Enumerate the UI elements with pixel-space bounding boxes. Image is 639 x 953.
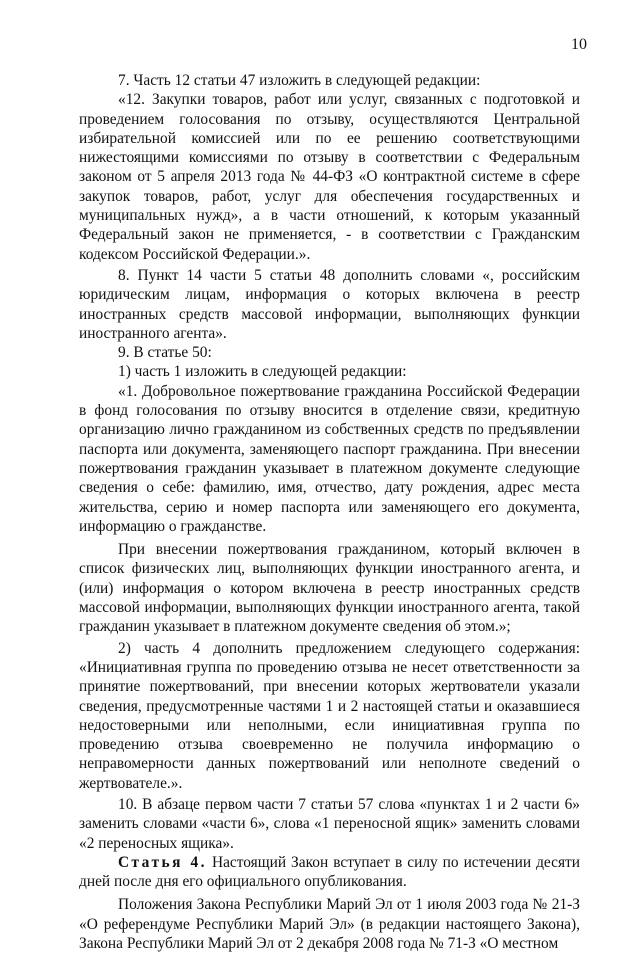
paragraph-item-8: 8. Пункт 14 части 5 статьи 48 дополнить словами «, российским юридическим лицам, информация о которых включена в реестр иностранных средств массовой информации, выполняющих функции иностранного агента».	[79, 266, 580, 342]
document-body	[79, 71, 580, 953]
article-4-label: Статья 4.	[118, 853, 207, 871]
paragraph-item-10: 10. В абзаце первом части 7 статьи 57 слова «пунктах 1 и 2 части 6» заменить словами «части 6», слова «1 переносной ящик» заменить словами «2 переносных ящика».	[79, 795, 580, 852]
page-number: 10	[571, 36, 587, 53]
paragraph-subitem-2: 2) часть 4 дополнить предложением следующего содержания: «Инициативная группа по проведению отзыва не несет ответственности за принятие пожертвований, при внесении которых жертвователи указали сведения, предусмотренные частями 1 и 2 настоящей статьи и оказавшиеся недостоверными или неполными, если инициативная группа по проведению отзыва своевременно не получила информацию о неправомерности данных пожертвований или неполноте сведений о жертвователе.».	[79, 639, 580, 792]
paragraph-subitem-1: 1) часть 1 изложить в следующей редакции:	[118, 363, 407, 381]
paragraph-item-9: 9. В статье 50:	[118, 344, 212, 362]
article-4-text: Настоящий Закон вступает в силу по истечении десяти дней после дня его официального опубликования.	[79, 853, 580, 891]
paragraph-quote-12: «12. Закупки товаров, работ или услуг, связанных с подготовкой и проведением голосования по отзыву, осуществляются Центральной избирательной комиссией или по ее решению соответствующими нижестоящими комиссиями по отзыву в соответствии с Федеральным законом от 5 апреля 2013 года № 44-ФЗ «О контрактной системе в сфере закупок товаров, работ, услуг для обеспечения государственных и муниципальных нужд», а в части отношений, к которым указанный Федеральный закон не применяется, - в соответствии с Гражданским кодексом Российской Федерации.».	[79, 91, 580, 263]
paragraph-article-4	[79, 853, 580, 892]
paragraph-foreign-agent: При внесении пожертвования гражданином, который включен в список физических лиц, выполняющих функции иностранного агента, и (или) информация о котором включена в реестр иностранных средств массовой информации, выполняющих функции иностранного агента, такой гражданин указывает в платежном документе сведения об этом.»;	[79, 541, 580, 636]
paragraph-final: Положения Закона Республики Марий Эл от 1 июля 2003 года № 21-З «О референдуме Республики Марий Эл» (в редакции настоящего Закона), Закона Республики Марий Эл от 2 декабря 2008 года № 71-З «О местном	[79, 896, 580, 953]
paragraph-quote-1: «1. Добровольное пожертвование гражданина Российской Федерации в фонд голосования по отзыву вносится в отделение связи, кредитную организацию лично гражданином из собственных средств по предъявлении паспорта или документа, заменяющего паспорт гражданина. При внесении пожертвования гражданин указывает в платежном документе следующие сведения о себе: фамилию, имя, отчество, дату рождения, адрес места жительства, серию и номер паспорта или заменяющего его документа, информацию о гражданстве.	[79, 382, 580, 535]
paragraph-item-7: 7. Часть 12 статьи 47 изложить в следующей редакции:	[118, 72, 481, 89]
